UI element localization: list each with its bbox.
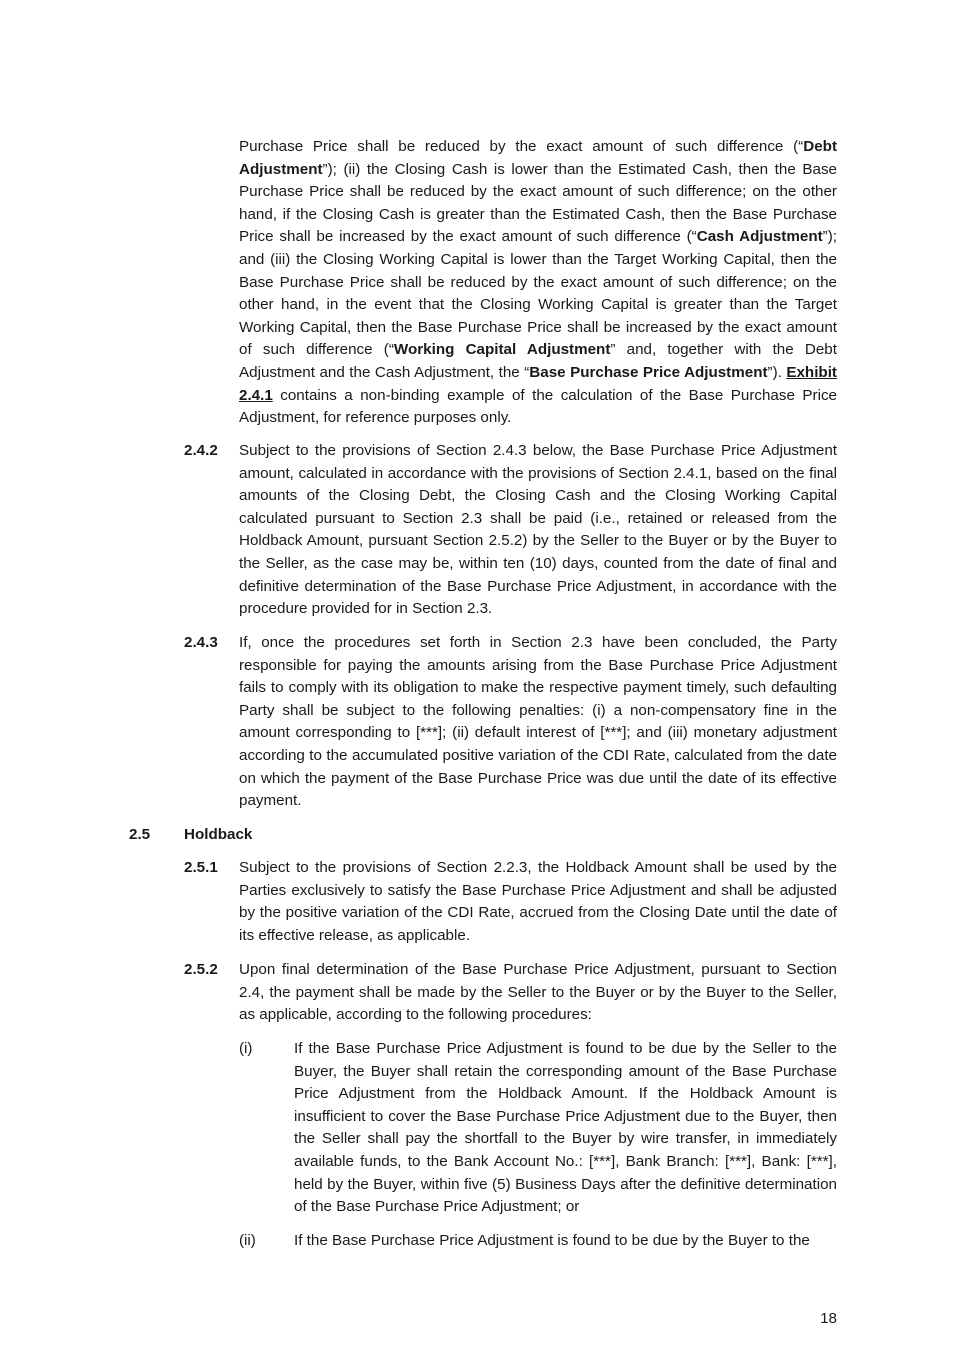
item-number: (ii)	[239, 1232, 256, 1249]
clause-text: Upon final determination of the Base Purchase Price Adjustment, pursuant to Section 2.4, the payment shall be made by the Seller to the Buyer or by the Buyer to the Seller, as applicable, according to the following procedures:	[239, 961, 837, 1024]
defined-term-base-purchase-price-adjustment: Base Purchase Price Adjustment	[529, 363, 768, 381]
section-number: 2.5	[129, 826, 151, 843]
text-run: ”); (ii) the Closing Cash is lower than the Estimated Cash, then the Base Purchase Price shall be reduced by the exact amount of such difference; on the other hand, if the Closing Cash is greater than the Estimated Cash, then the Base Purchase Price shall be increased by the exact amount of such difference (“	[239, 160, 837, 246]
text-run: contains a non-binding example of the calculation of the Base Purchase Price Adjustment, for reference purposes only.	[239, 386, 837, 427]
clause-number: 2.5.2	[184, 961, 218, 978]
item-text: If the Base Purchase Price Adjustment is found to be due by the Buyer to the	[294, 1232, 810, 1249]
sub-item-i	[239, 1038, 837, 1219]
clause-text: If, once the procedures set forth in Section 2.3 have been concluded, the Party responsible for paying the amounts arising from the Base Purchase Price Adjustment fails to comply with its obligation to make the respective payment timely, such defaulting Party shall be subject to the following penalties: (i) a non-compensatory fine in the amount corresponding to [***]; (ii) default interest of [***]; and (iii) monetary adjustment according to the accumulated positive variation of the CDI Rate, calculated from the date on which the payment of the Base Purchase Price was due until the date of its effective payment.	[239, 634, 837, 810]
clause-2-4-3	[184, 632, 837, 813]
clause-2-4-2	[184, 440, 837, 621]
clause-2-5-2	[184, 959, 837, 1027]
clause-number: 2.5.1	[184, 859, 218, 876]
clause-text: Subject to the provisions of Section 2.4.3 below, the Base Purchase Price Adjustment amount, calculated in accordance with the provisions of Section 2.4.1, based on the final amounts of the Closing Debt, the Closing Cash and the Closing Working Capital calculated pursuant to Section 2.3 shall be paid (i.e., retained or released from the Holdback Amount, pursuant Section 2.5.2) by the Seller to the Buyer or by the Buyer to the Seller, as the case may be, within ten (10) days, counted from the date of final and definitive determination of the Base Purchase Price Adjustment, in accordance with the procedure provided for in Section 2.3.	[239, 442, 837, 618]
exhibit-reference: Exhibit 2.4.1	[239, 363, 837, 404]
clause-number: 2.4.3	[184, 634, 218, 651]
sub-item-ii	[239, 1230, 837, 1253]
page-number: 18	[820, 1310, 837, 1327]
clause-text: Subject to the provisions of Section 2.2.3, the Holdback Amount shall be used by the Parties exclusively to satisfy the Base Purchase Price Adjustment and shall be adjusted by the positive variation of the CDI Rate, accrued from the Closing Date until the date of its effective release, as applicable.	[239, 859, 837, 944]
section-heading-2-5	[129, 824, 253, 847]
defined-term-cash-adjustment: Cash Adjustment	[696, 228, 823, 246]
defined-term-debt-adjustment: Debt Adjustment	[239, 138, 837, 178]
text-run: Purchase Price shall be reduced by the exact amount of such difference (“	[239, 138, 804, 155]
text-run: ”).	[767, 363, 787, 381]
defined-term-working-capital-adjustment: Working Capital Adjustment	[393, 341, 611, 359]
item-text: If the Base Purchase Price Adjustment is found to be due by the Seller to the Buyer, the Buyer shall retain the corresponding amount of the Base Purchase Price Adjustment from the Holdback Amount. If the Holdback Amount is insufficient to cover the Base Purchase Price Adjustment due to the Buyer, then the Seller shall pay the shortfall to the Buyer by wire transfer, in immediately available funds, to the Bank Account No.: [***], Bank Branch: [***], Bank: [***], held by the Buyer, within five (5) Business Days after the definitive determination of the Base Purchase Price Adjustment; or	[294, 1040, 837, 1216]
text-run: ” and, together with the Debt Adjustment and the Cash Adjustment, the “	[239, 341, 837, 381]
clause-2-5-1	[184, 857, 837, 947]
text-run: ”); and (iii) the Closing Working Capital is lower than the Target Working Capital, then the Base Purchase Price shall be reduced by the exact amount of such difference; on the other hand, in the event that the Closing Working Capital is greater than the Target Working Capital, then the Base Purchase Price shall be increased by the exact amount of such difference (“	[239, 228, 837, 359]
section-title: Holdback	[184, 826, 253, 843]
item-number: (i)	[239, 1040, 253, 1057]
continued-paragraph	[239, 136, 837, 430]
clause-number: 2.4.2	[184, 442, 218, 459]
